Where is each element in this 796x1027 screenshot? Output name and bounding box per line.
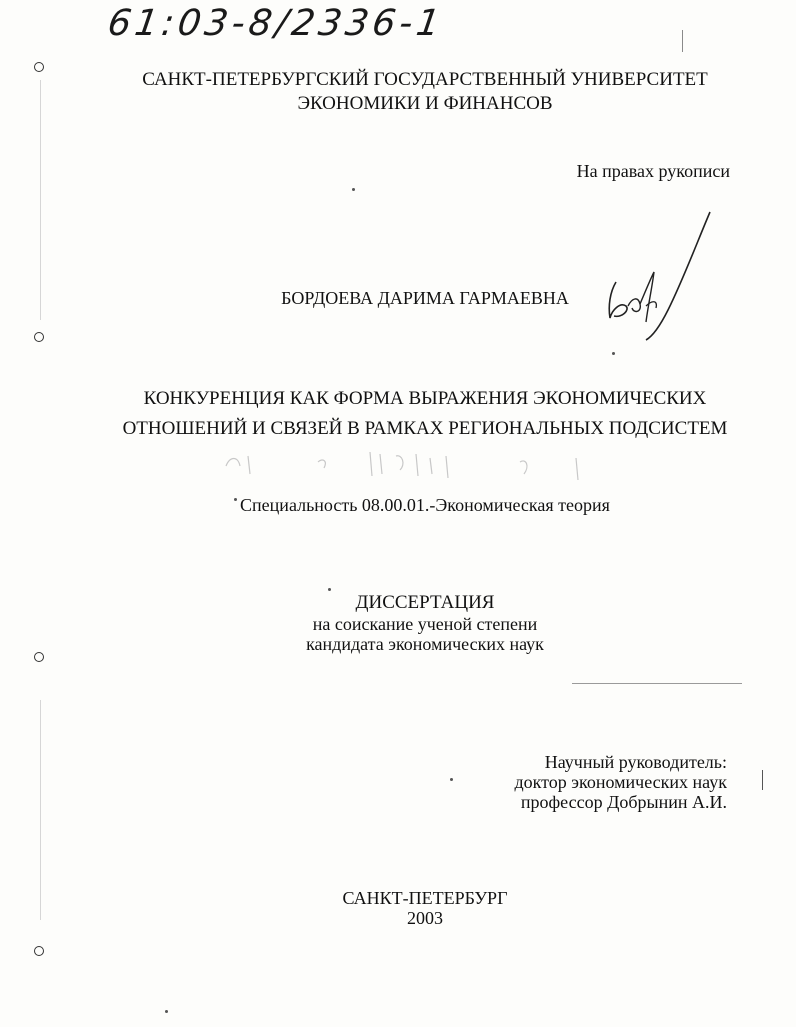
dissertation-block xyxy=(200,592,650,654)
title-line-2: ОТНОШЕНИЙ И СВЯЗЕЙ В РАМКАХ РЕГИОНАЛЬНЫХ ПОДСИСТЕМ xyxy=(122,418,728,439)
speck xyxy=(352,188,355,191)
speck xyxy=(612,352,615,355)
speck xyxy=(450,778,453,781)
supervisor-block xyxy=(430,752,727,812)
faint-stamp-mark xyxy=(220,444,640,484)
city-year-block xyxy=(250,888,600,928)
manuscript-note: На правах рукописи xyxy=(576,161,730,181)
title-line-1: КОНКУРЕНЦИЯ КАК ФОРМА ВЫРАЖЕНИЯ ЭКОНОМИЧЕСКИХ xyxy=(143,388,707,409)
university-header xyxy=(100,68,750,116)
binding-hole-icon xyxy=(34,946,44,956)
binding-hole-icon xyxy=(34,62,44,72)
university-line-1: САНКТ-ПЕТЕРБУРГСКИЙ ГОСУДАРСТВЕННЫЙ УНИВЕРСИТЕТ xyxy=(142,69,708,90)
year: 2003 xyxy=(407,908,443,928)
city: САНКТ-ПЕТЕРБУРГ xyxy=(342,888,508,908)
university-line-2: ЭКОНОМИКИ И ФИНАНСОВ xyxy=(297,93,553,114)
archive-code: 61:03-8/2336-1 xyxy=(105,3,447,44)
scan-mark xyxy=(572,683,742,684)
speck xyxy=(328,588,331,591)
supervisor-name: профессор Добрынин А.И. xyxy=(520,792,727,812)
scan-mark xyxy=(762,770,763,790)
signature-icon xyxy=(598,210,718,360)
dissertation-title xyxy=(120,384,730,444)
specialty: Специальность 08.00.01.-Экономическая теория xyxy=(240,495,610,515)
degree-line-2: кандидата экономических наук xyxy=(306,634,544,654)
speck xyxy=(234,498,237,501)
dissertation-heading: ДИССЕРТАЦИЯ xyxy=(355,592,495,613)
binding-hole-icon xyxy=(34,332,44,342)
binding-hole-icon xyxy=(34,652,44,662)
supervisor-degree: доктор экономических наук xyxy=(514,772,727,792)
scan-margin-line xyxy=(40,700,41,920)
speck xyxy=(165,1010,168,1013)
degree-line-1: на соискание ученой степени xyxy=(312,614,538,634)
supervisor-label: Научный руководитель: xyxy=(544,752,727,772)
scan-margin-line xyxy=(40,80,41,320)
author-name: БОРДОЕВА ДАРИМА ГАРМАЕВНА xyxy=(281,288,569,308)
scan-mark xyxy=(682,30,683,52)
